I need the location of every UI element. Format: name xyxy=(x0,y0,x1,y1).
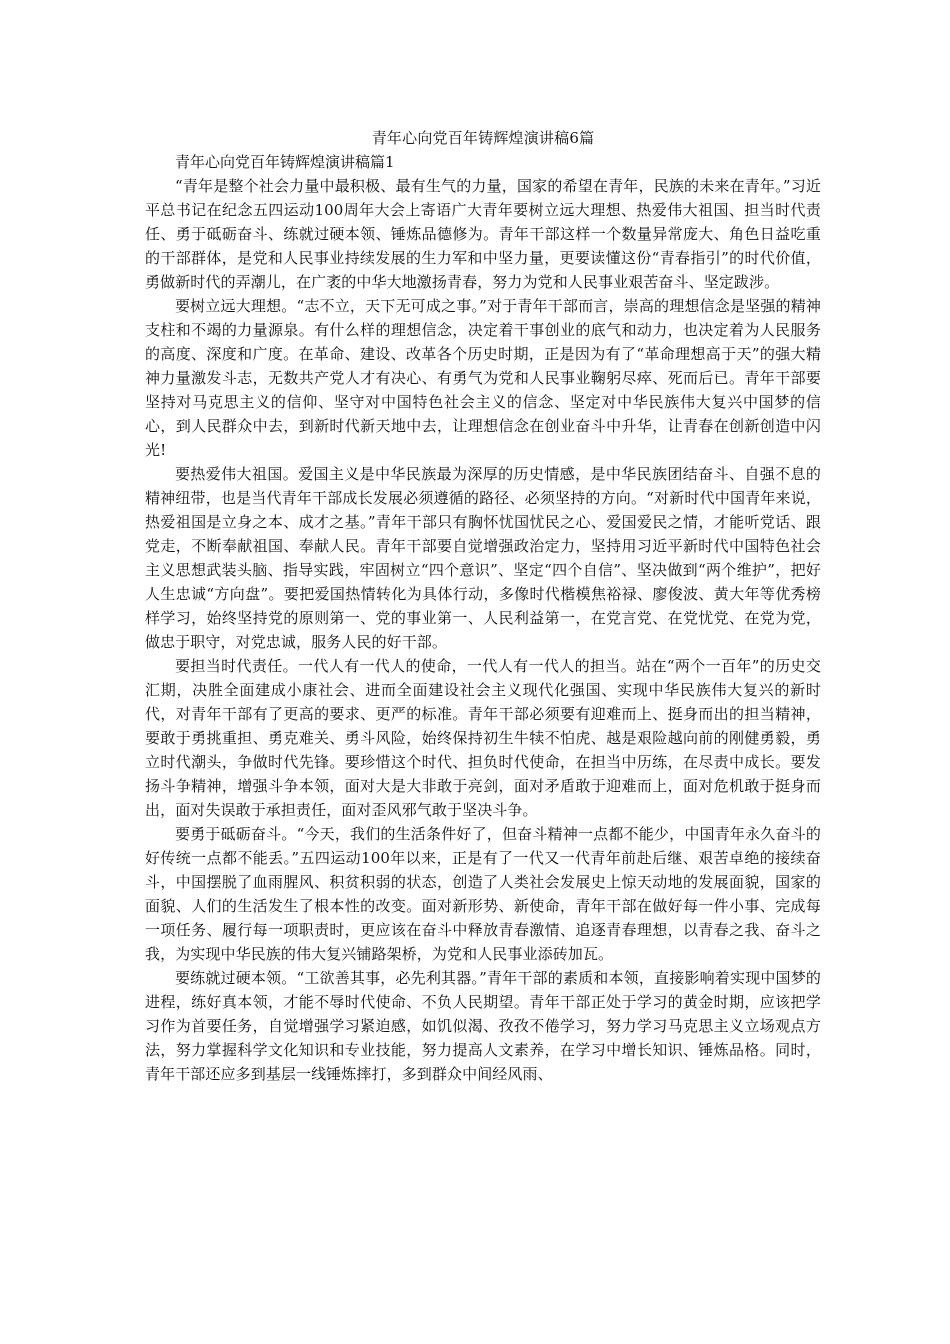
paragraph-ideals: 要树立远大理想。“志不立，天下无可成之事。”对于青年干部而言，崇高的理想信念是坚强的精神支柱和不竭的力量源泉。有什么样的理想信念，决定着干事创业的底气和动力，也决定着为人民服务的高度、深度和广度。在革命、建设、改革各个历史时期，正是因为有了“革命理想高于天”的强大精神力量激发斗志，无数共产党人才有决心、有勇气为党和人民事业鞠躬尽瘁、死而后已。青年干部要坚持对马克思主义的信仰、坚守对中国特色社会主义的信念、坚定对中华民族伟大复兴中国梦的信心，到人民群众中去，到新时代新天地中去，让理想信念在创业奋斗中升华，让青春在创新创造中闪光! xyxy=(145,297,821,459)
paragraph-skills: 要练就过硬本领。“工欲善其事，必先利其器。”青年干部的素质和本领，直接影响着实现中国梦的进程，练好真本领，才能不辱时代使命、不负人民期望。青年干部正处于学习的黄金时期，应该把学习作为首要任务，自觉增强学习紧迫感，如饥似渴、孜孜不倦学习，努力学习马克思主义立场观点方法，努力掌握科学文化知识和专业技能，努力提高人文素养，在学习中增长知识、锤炼品格。同时，青年干部还应多到基层一线锤炼摔打，多到群众中间经风雨、 xyxy=(145,969,821,1083)
document-page xyxy=(145,126,821,1086)
paragraph-intro: “青年是整个社会力量中最积极、最有生气的力量，国家的希望在青年，民族的未来在青年。”习近平总书记在纪念五四运动100周年大会上寄语广大青年要树立远大理想、热爱伟大祖国、担当时代责任、勇于砥砺奋斗、练就过硬本领、锤炼品德修为。青年干部这样一个数量异常庞大、角色日益吃重的干部群体，是党和人民事业持续发展的生力军和中坚力量，更要读懂这份“青春指引”的时代价值，勇做新时代的弄潮儿，在广袤的中华大地激扬青春，努力为党和人民事业艰苦奋斗、坚定跋涉。 xyxy=(145,177,821,291)
section-title: 青年心向党百年铸辉煌演讲稿篇1 xyxy=(175,153,395,171)
paragraph-striving: 要勇于砥砺奋斗。“今天，我们的生活条件好了，但奋斗精神一点都不能少，中国青年永久奋斗的好传统一点都不能丢。”五四运动100年以来，正是有了一代又一代青年前赴后继、艰苦卓绝的接续奋斗，中国摆脱了血雨腥风、积贫积弱的状态，创造了人类社会发展史上惊天动地的发展面貌，国家的面貌、人们的生活发生了根本性的改变。面对新形势、新使命，青年干部在做好每一件小事、完成每一项任务、履行每一项职责时，更应该在奋斗中释放青春激情、追逐青春理想，以青春之我、奋斗之我，为实现中华民族的伟大复兴铺路架桥，为党和人民事业添砖加瓦。 xyxy=(145,825,821,963)
paragraph-patriotism: 要热爱伟大祖国。爱国主义是中华民族最为深厚的历史情感，是中华民族团结奋斗、自强不息的精神纽带，也是当代青年干部成长发展必须遵循的路径、必须坚持的方向。“对新时代中国青年来说，热爱祖国是立身之本、成才之基。”青年干部只有胸怀忧国忧民之心、爱国爱民之情，才能听党话、跟党走，不断奉献祖国、奉献人民。青年干部要自觉增强政治定力，坚持用习近平新时代中国特色社会主义思想武装头脑、指导实践，牢固树立“四个意识”、坚定“四个自信”、坚决做到“两个维护”，把好人生忠诚“方向盘”。要把爱国热情转化为具体行动，多像时代楷模焦裕禄、廖俊波、黄大年等优秀榜样学习，始终坚持党的原则第一、党的事业第一、人民利益第一，在党言党、在党忧党、在党为党，做忠于职守，对党忠诚，服务人民的好干部。 xyxy=(145,465,821,651)
document-title: 青年心向党百年铸辉煌演讲稿6篇 xyxy=(371,129,595,147)
paragraph-responsibility: 要担当时代责任。一代人有一代人的使命，一代人有一代人的担当。站在“两个一百年”的历史交汇期，决胜全面建成小康社会、进而全面建设社会主义现代化强国、实现中华民族伟大复兴的新时代，对青年干部有了更高的要求、更严的标准。青年干部必须要有迎难而上、挺身而出的担当精神，要敢于勇挑重担、勇克难关、勇斗风险，始终保持初生牛犊不怕虎、越是艰险越向前的刚健勇毅，勇立时代潮头，争做时代先锋。要珍惜这个时代、担负时代使命，在担当中历练，在尽责中成长。要发扬斗争精神，增强斗争本领，面对大是大非敢于亮剑，面对矛盾敢于迎难而上，面对危机敢于挺身而出，面对失误敢于承担责任，面对歪风邪气敢于坚决斗争。 xyxy=(145,657,821,819)
